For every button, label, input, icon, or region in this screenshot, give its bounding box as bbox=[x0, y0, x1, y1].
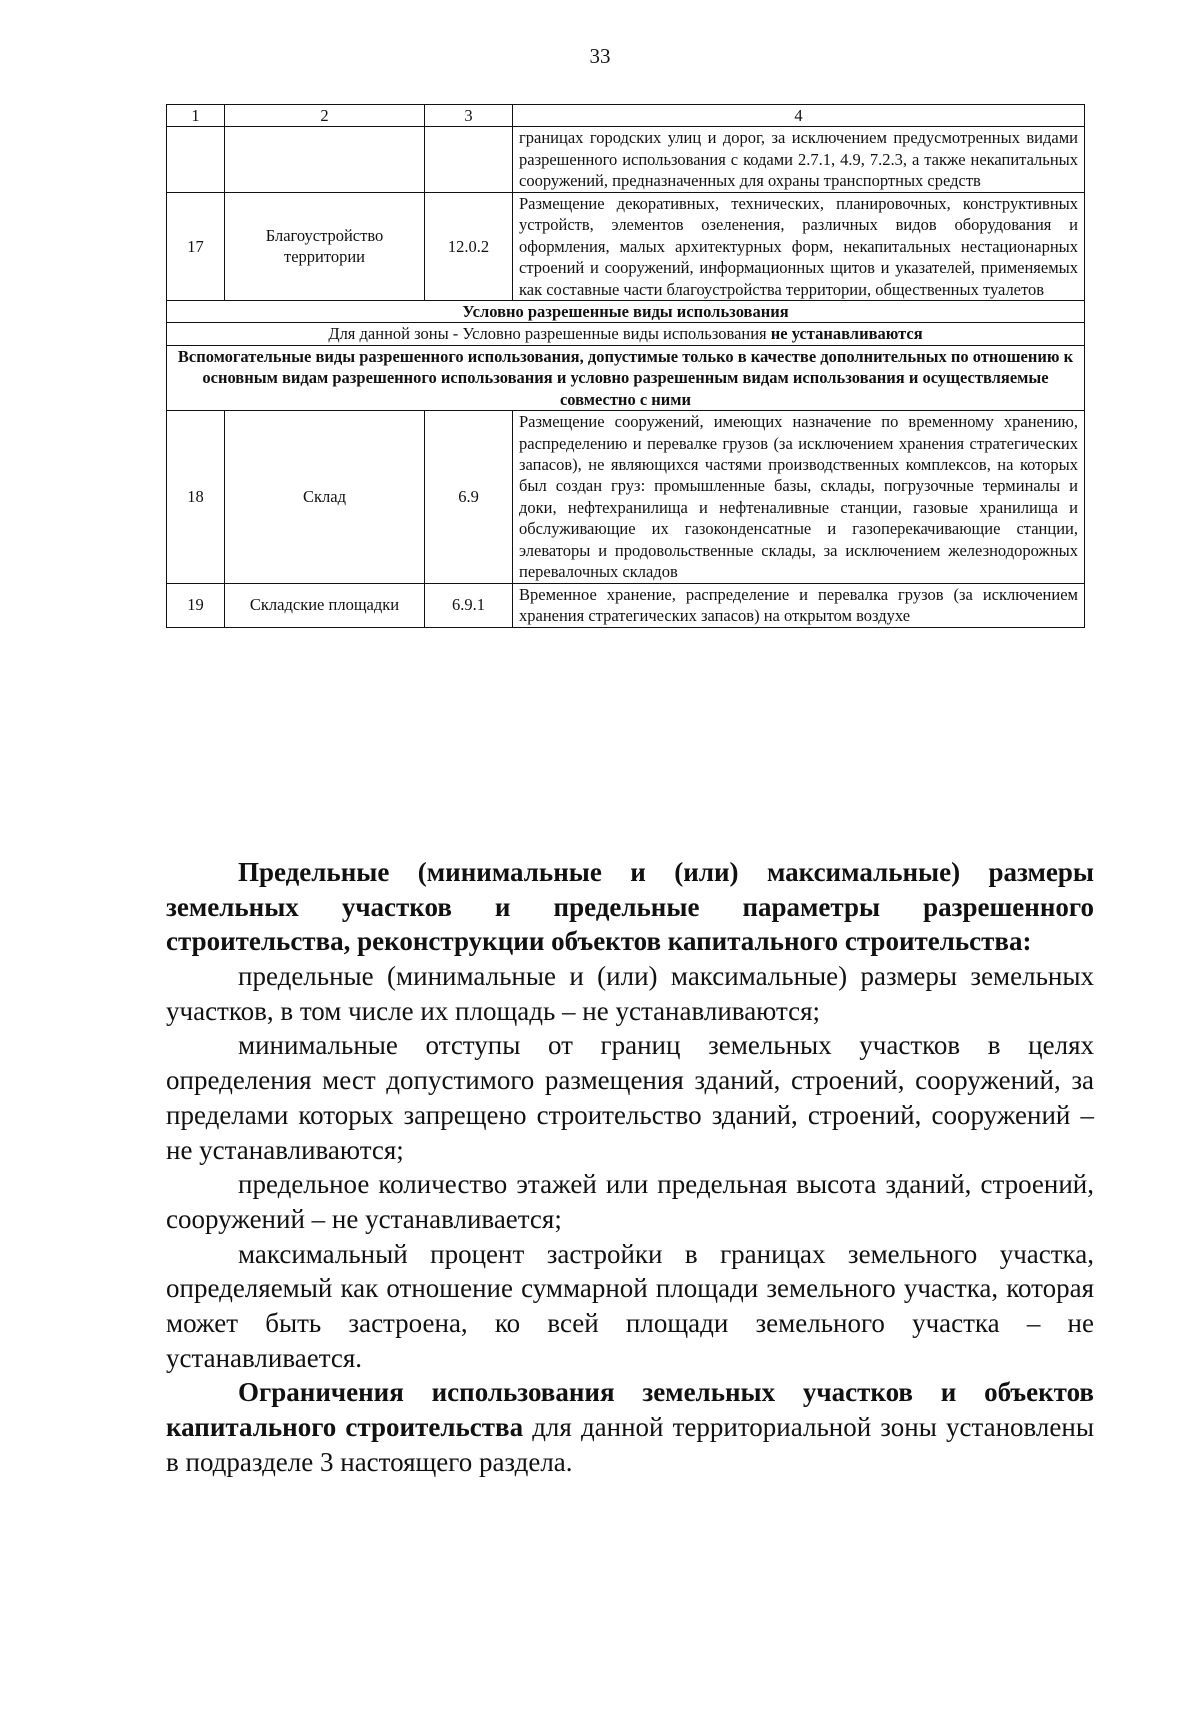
row-use-code: 6.9.1 bbox=[425, 583, 513, 627]
limits-heading: Предельные (минимальные и (или) максимальные) размеры земельных участков и предельные параметры разрешенного строительства, реконструкции объектов капитального строительства: bbox=[166, 857, 1094, 957]
paragraph-plot-sizes: предельные (минимальные и (или) максимальные) размеры земельных участков, в том числе их площадь – не устанавливаются; bbox=[166, 961, 1094, 1026]
header-col-1: 1 bbox=[167, 105, 225, 127]
paragraph-restrictions bbox=[166, 1375, 1094, 1479]
paragraph-floors: предельное количество этажей или предельная высота зданий, строений, сооружений – не устанавливается; bbox=[166, 1169, 1094, 1234]
conditional-note-bold: не устанавливаются bbox=[770, 324, 923, 344]
row-use-name: Склад bbox=[225, 411, 425, 584]
row-use-code: 12.0.2 bbox=[425, 192, 513, 300]
table-row-continued bbox=[167, 127, 1085, 192]
table-row bbox=[167, 192, 1085, 300]
conditional-uses-note bbox=[167, 323, 1085, 345]
paragraph-setbacks: минимальные отступы от границ земельных участков в целях определения мест допустимого размещения зданий, строений, сооружений, за пределами которых запрещено строительство зданий, строений, сооружений – не устанавливаются; bbox=[166, 1030, 1094, 1165]
row-number: 19 bbox=[167, 583, 225, 627]
table-row bbox=[167, 583, 1085, 627]
permitted-uses-table bbox=[166, 104, 1085, 628]
auxiliary-heading-row bbox=[167, 345, 1085, 410]
table-header-row bbox=[167, 105, 1085, 127]
restrictions-rest: для данной территориальной зоны установлены в подразделе 3 настоящего раздела. bbox=[166, 1412, 1094, 1477]
conditional-heading-row bbox=[167, 300, 1085, 322]
row-continued-description: границах городских улиц и дорог, за исключением предусмотренных видами разрешенного использования с кодами 2.7.1, 4.9, 7.2.3, а также некапитальных сооружений, предназначенных для охраны транспортных средств bbox=[513, 127, 1085, 192]
row-use-code: 6.9 bbox=[425, 411, 513, 584]
page-number: 33 bbox=[589, 44, 611, 68]
row-number: 18 bbox=[167, 411, 225, 584]
restrictions-bold: Ограничения использования земельных участков и объектов капитального строительства bbox=[166, 1377, 1094, 1442]
conditional-note-prefix: Для данной зоны - Условно разрешенные виды использования bbox=[328, 324, 767, 344]
parameters-section bbox=[166, 855, 1094, 1479]
header-col-4: 4 bbox=[513, 105, 1085, 127]
row-use-name: Складские площадки bbox=[225, 583, 425, 627]
paragraph-building-coverage: максимальный процент застройки в границах земельного участка, определяемый как отношение суммарной площади земельного участка, которая может быть застроена, ко всей площади земельного участка – не устанавливается. bbox=[166, 1238, 1094, 1373]
conditional-uses-heading: Условно разрешенные виды использования bbox=[167, 300, 1085, 322]
row-description: Размещение декоративных, технических, планировочных, конструктивных устройств, элементов озеленения, различных видов оборудования и оформления, малых архитектурных форм, некапитальных нестационарных строений и сооружений, информационных щитов и указателей, применяемых как составные части благоустройства территории, общественных туалетов bbox=[513, 192, 1085, 300]
header-col-2: 2 bbox=[225, 105, 425, 127]
row-number: 17 bbox=[167, 192, 225, 300]
auxiliary-uses-heading: Вспомогательные виды разрешенного использования, допустимые только в качестве дополнительных по отношению к основным видам разрешенного использования и условно разрешенным видам использования и осуществляемые совместно с ними bbox=[167, 345, 1085, 410]
row-description: Временное хранение, распределение и перевалка грузов (за исключением хранения стратегических запасов) на открытом воздухе bbox=[513, 583, 1085, 627]
header-col-3: 3 bbox=[425, 105, 513, 127]
row-use-name: Благоустройство территории bbox=[225, 192, 425, 300]
row-description: Размещение сооружений, имеющих назначение по временному хранению, распределению и перевалке грузов (за исключением хранения стратегических запасов), не являющихся частями производственных комплексов, на которых был создан груз: промышленные базы, склады, погрузочные терминалы и доки, нефтехранилища и нефтеналивные станции, газовые хранилища и обслуживающие их газоконденсатные и газоперекачивающие станции, элеваторы и продовольственные склады, за исключением железнодорожных перевалочных складов bbox=[513, 411, 1085, 584]
conditional-note-row bbox=[167, 323, 1085, 345]
table-row bbox=[167, 411, 1085, 584]
